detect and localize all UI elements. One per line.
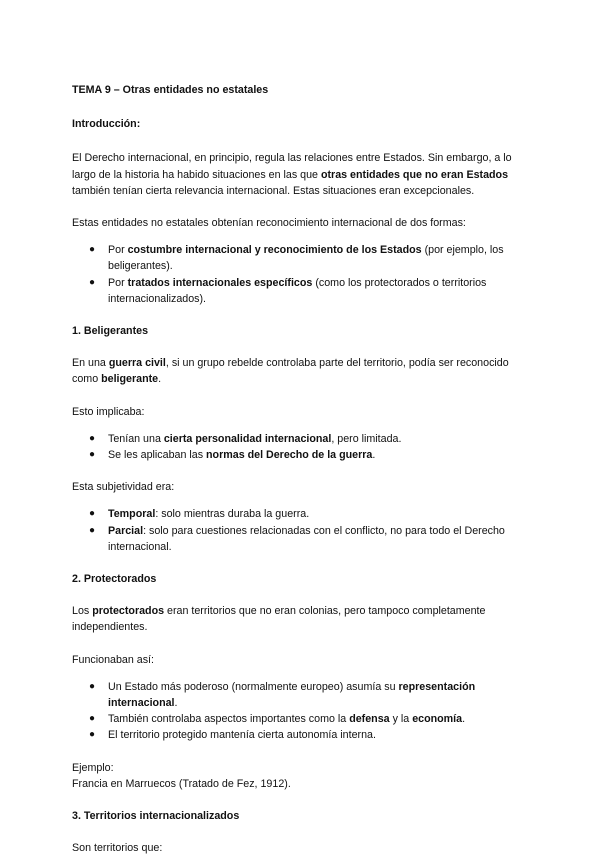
text-run: (como los protectorados o territorios internacionalizados). xyxy=(108,276,487,305)
bullet-icon: ● xyxy=(89,508,96,520)
bullet-icon: ● xyxy=(89,449,96,461)
section-1-paragraph-3 xyxy=(72,479,532,495)
section-1-list-2 xyxy=(72,506,532,555)
section-2-heading: 2. Protectorados xyxy=(72,573,157,586)
text-run: : solo mientras duraba la guerra. xyxy=(155,508,310,521)
section-1-heading: 1. Beligerantes xyxy=(72,325,149,338)
bold-text: defensa xyxy=(349,713,390,726)
bold-text: normas del Derecho de la guerra xyxy=(206,449,373,462)
text-run: Tenían una xyxy=(108,432,164,445)
section-1-paragraph-2 xyxy=(72,404,532,420)
section-2-example-label: Ejemplo: xyxy=(72,761,114,774)
list-item xyxy=(72,275,532,307)
section-2-list xyxy=(72,679,532,744)
text-run: Los xyxy=(72,605,93,618)
text-run: Un Estado más poderoso (normalmente europeo) asumía su xyxy=(108,680,399,693)
section-3-paragraph-1 xyxy=(72,840,532,856)
text-run: Por xyxy=(108,276,128,289)
section-1-paragraph-1 xyxy=(72,355,532,387)
bold-text: Parcial xyxy=(108,524,144,537)
text-run: Son territorios que: xyxy=(72,842,163,855)
bold-text: tratados internacionales específicos xyxy=(127,276,313,289)
list-item xyxy=(72,242,532,274)
bold-text: representación internacional xyxy=(108,680,476,710)
bold-text: cierta personalidad internacional xyxy=(163,432,332,445)
section-1-list-1 xyxy=(72,431,532,463)
text-run: . xyxy=(158,373,162,386)
bold-text: costumbre internacional y reconocimiento de los Estados xyxy=(127,244,422,257)
section-3-heading: 3. Territorios internacionalizados xyxy=(72,810,240,823)
bold-text: economía xyxy=(412,713,463,726)
intro-list xyxy=(72,242,532,307)
text-run: . xyxy=(174,697,178,710)
bullet-icon: ● xyxy=(89,276,96,288)
list-item xyxy=(72,727,532,743)
list-item xyxy=(72,447,532,463)
text-run: eran territorios que no eran colonias, pero tampoco completamente independientes. xyxy=(72,605,486,634)
text-run: . xyxy=(462,713,466,726)
text-run: : solo para cuestiones relacionadas con el conflicto, no para todo el Derecho internacional. xyxy=(108,524,505,553)
text-run: , pero limitada. xyxy=(331,432,402,445)
section-2-example-text: Francia en Marruecos (Tratado de Fez, 1912). xyxy=(72,777,291,790)
text-run: En una xyxy=(72,357,109,370)
intro-paragraph-1 xyxy=(72,150,532,199)
bold-text: guerra civil xyxy=(108,357,166,370)
doc-title: TEMA 9 – Otras entidades no estatales xyxy=(72,84,269,96)
text-run: El territorio protegido mantenía cierta autonomía interna. xyxy=(108,729,376,742)
text-run: Por xyxy=(108,244,128,257)
list-item xyxy=(72,506,532,522)
text-run: (por ejemplo, los beligerantes). xyxy=(108,244,504,273)
section-2-paragraph-2 xyxy=(72,652,532,668)
text-run: . xyxy=(372,449,376,462)
bullet-icon: ● xyxy=(89,244,96,256)
text-run: , si un grupo rebelde controlaba parte del territorio, podía ser reconocido como xyxy=(72,357,509,386)
text-run: También controlaba aspectos importantes como la xyxy=(108,713,350,726)
text-run: Esto implicaba: xyxy=(72,405,145,418)
text-run: Esta subjetividad era: xyxy=(72,481,175,494)
text-run: y la xyxy=(389,713,413,726)
bold-text: Temporal xyxy=(108,508,156,521)
text-run: Estas entidades no estatales obtenían reconocimiento internacional de dos formas: xyxy=(72,217,466,230)
section-2-paragraph-1 xyxy=(72,603,532,635)
text-run: también tenían cierta relevancia internacional. Estas situaciones eran excepcionales. xyxy=(72,184,475,197)
document-page xyxy=(72,82,532,857)
bullet-icon: ● xyxy=(89,713,96,725)
text-run: El Derecho internacional, en principio, regula las relaciones entre Estados. Sin embargo, a lo largo de la historia ha habido situaciones en las que xyxy=(72,152,512,181)
bullet-icon: ● xyxy=(89,680,96,692)
list-item xyxy=(72,523,532,555)
bold-text: otras entidades que no eran Estados xyxy=(320,168,509,181)
bold-text: beligerante xyxy=(101,373,159,386)
bullet-icon: ● xyxy=(89,729,96,741)
text-run: Funcionaban así: xyxy=(72,653,154,666)
text-run: Se les aplicaban las xyxy=(108,449,207,462)
bold-text: protectorados xyxy=(92,605,165,618)
intro-heading: Introducción: xyxy=(72,118,141,131)
intro-paragraph-2 xyxy=(72,215,532,231)
bullet-icon: ● xyxy=(89,524,96,536)
list-item xyxy=(72,711,532,727)
list-item xyxy=(72,431,532,447)
list-item xyxy=(72,679,532,711)
bullet-icon: ● xyxy=(89,432,96,444)
